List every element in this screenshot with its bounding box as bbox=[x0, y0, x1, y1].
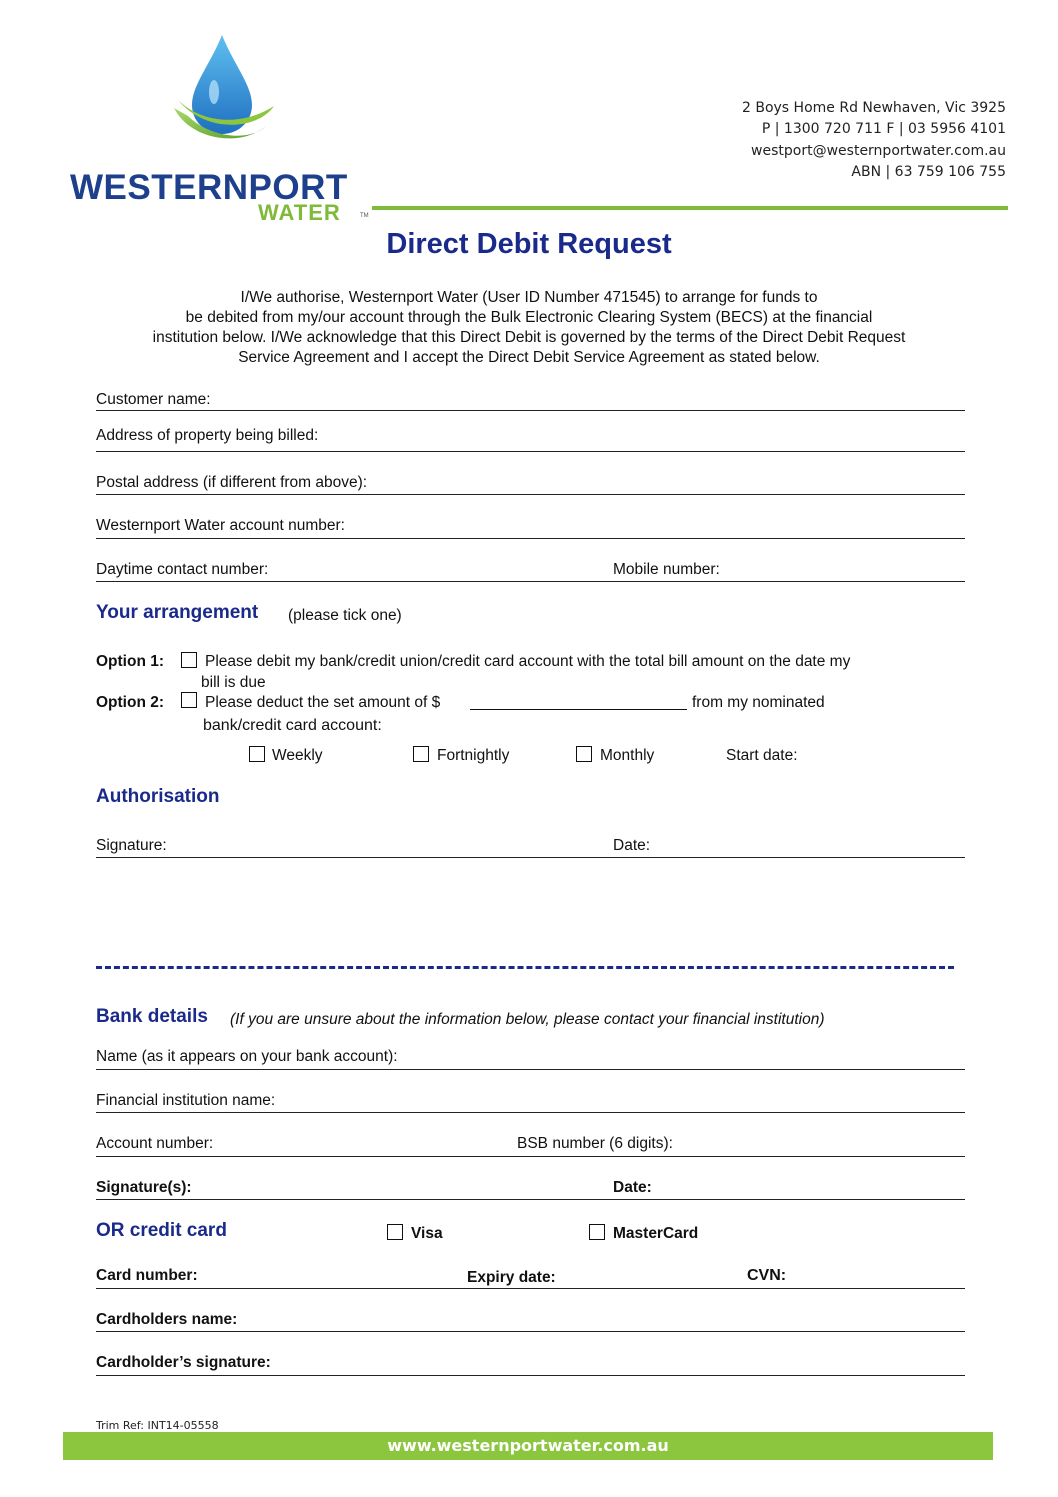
bsb-number-label: BSB number (6 digits): bbox=[517, 1135, 673, 1152]
bank-account-number-label: Account number: bbox=[96, 1135, 214, 1152]
option-2-text-cont: bank/credit card account: bbox=[203, 717, 382, 734]
contact-phones: P | 1300 720 711 F | 03 5956 4101 bbox=[761, 121, 1006, 137]
trim-reference: Trim Ref: INT14-05558 bbox=[96, 1419, 219, 1432]
option-2-after: from my nominated bbox=[692, 694, 825, 711]
tear-off-separator bbox=[96, 966, 954, 969]
authorisation-heading: Authorisation bbox=[96, 786, 220, 807]
contact-email: westport@westernportwater.com.au bbox=[751, 143, 1006, 159]
authorisation-signature-field[interactable] bbox=[96, 857, 965, 858]
postal-address-label: Postal address (if different from above): bbox=[96, 474, 368, 491]
signature-label: Signature: bbox=[96, 837, 167, 854]
card-number-label: Card number: bbox=[96, 1267, 198, 1284]
cardholder-signature-field[interactable] bbox=[96, 1375, 965, 1376]
daytime-contact-label: Daytime contact number: bbox=[96, 561, 269, 578]
financial-institution-field[interactable] bbox=[96, 1112, 965, 1113]
contact-numbers-field[interactable] bbox=[96, 581, 965, 582]
intro-line: institution below. I/We acknowledge that this Direct Debit is governed by the terms of the Direct Debit Request bbox=[152, 329, 906, 346]
customer-name-field[interactable] bbox=[96, 410, 965, 411]
account-number-field[interactable] bbox=[96, 538, 965, 539]
postal-address-field[interactable] bbox=[96, 494, 965, 495]
card-details-field[interactable] bbox=[96, 1288, 965, 1289]
contact-address: 2 Boys Home Rd Newhaven, Vic 3925 bbox=[741, 100, 1006, 116]
option-1-checkbox[interactable] bbox=[181, 652, 197, 668]
company-logo bbox=[70, 30, 370, 225]
option-2-text: Please deduct the set amount of $ bbox=[205, 694, 441, 711]
option-2-checkbox[interactable] bbox=[181, 692, 197, 708]
option-1-text-cont: bill is due bbox=[201, 674, 266, 691]
authorisation-intro bbox=[90, 288, 968, 368]
bank-account-name-label: Name (as it appears on your bank account): bbox=[96, 1048, 398, 1065]
fortnightly-label: Fortnightly bbox=[437, 747, 510, 764]
bank-account-name-field[interactable] bbox=[96, 1069, 965, 1070]
property-address-label: Address of property being billed: bbox=[96, 427, 319, 444]
credit-card-heading: OR credit card bbox=[96, 1220, 227, 1241]
cardholder-name-field[interactable] bbox=[96, 1331, 965, 1332]
arrangement-note: (please tick one) bbox=[288, 607, 402, 624]
mastercard-checkbox[interactable] bbox=[589, 1224, 605, 1240]
property-address-field[interactable] bbox=[96, 451, 965, 452]
weekly-label: Weekly bbox=[272, 747, 323, 764]
cardholder-signature-label: Cardholder’s signature: bbox=[96, 1354, 271, 1371]
account-number-label: Westernport Water account number: bbox=[96, 517, 345, 534]
mobile-number-label: Mobile number: bbox=[613, 561, 720, 578]
bank-details-heading: Bank details bbox=[96, 1006, 208, 1027]
mastercard-label: MasterCard bbox=[613, 1225, 699, 1242]
option-2-label: Option 2: bbox=[96, 694, 165, 711]
option-1-text: Please debit my bank/credit union/credit card account with the total bill amount on the date my bbox=[205, 653, 851, 670]
fortnightly-checkbox[interactable] bbox=[413, 746, 429, 762]
authorisation-date-label: Date: bbox=[613, 837, 651, 854]
intro-line: Service Agreement and I accept the Direct Debit Service Agreement as stated below. bbox=[238, 349, 820, 366]
monthly-label: Monthly bbox=[600, 747, 655, 764]
start-date-label: Start date: bbox=[726, 747, 798, 764]
bank-signatures-label: Signature(s): bbox=[96, 1179, 192, 1196]
cardholder-name-label: Cardholders name: bbox=[96, 1311, 238, 1328]
water-drop-leaf-icon bbox=[170, 30, 310, 150]
financial-institution-label: Financial institution name: bbox=[96, 1092, 276, 1109]
cvn-label: CVN: bbox=[747, 1267, 787, 1284]
arrangement-heading: Your arrangement bbox=[96, 602, 259, 623]
monthly-checkbox[interactable] bbox=[576, 746, 592, 762]
visa-checkbox[interactable] bbox=[387, 1224, 403, 1240]
bank-details-note: (If you are unsure about the information below, please contact your financial institution) bbox=[230, 1011, 825, 1028]
customer-name-label: Customer name: bbox=[96, 391, 211, 408]
contact-abn: ABN | 63 759 106 755 bbox=[851, 164, 1006, 180]
intro-line: be debited from my/our account through the Bulk Electronic Clearing System (BECS) at the financial bbox=[185, 309, 873, 326]
bank-signature-field[interactable] bbox=[96, 1199, 965, 1200]
weekly-checkbox[interactable] bbox=[249, 746, 265, 762]
visa-label: Visa bbox=[411, 1225, 443, 1242]
logo-trademark: TM bbox=[360, 213, 369, 219]
logo-wordmark: WESTERNPORT bbox=[70, 168, 348, 207]
intro-line: I/We authorise, Westernport Water (User ID Number 471545) to arrange for funds to bbox=[240, 289, 818, 306]
expiry-date-label: Expiry date: bbox=[467, 1269, 556, 1286]
logo-submark: WATER bbox=[258, 200, 341, 225]
header-rule bbox=[372, 206, 1008, 210]
bank-date-label: Date: bbox=[613, 1179, 652, 1196]
set-amount-field[interactable] bbox=[470, 709, 687, 710]
page-title: Direct Debit Request bbox=[386, 228, 672, 260]
option-1-label: Option 1: bbox=[96, 653, 165, 670]
bank-account-bsb-field[interactable] bbox=[96, 1156, 965, 1157]
footer-url-link[interactable]: www.westernportwater.com.au bbox=[387, 1436, 669, 1455]
